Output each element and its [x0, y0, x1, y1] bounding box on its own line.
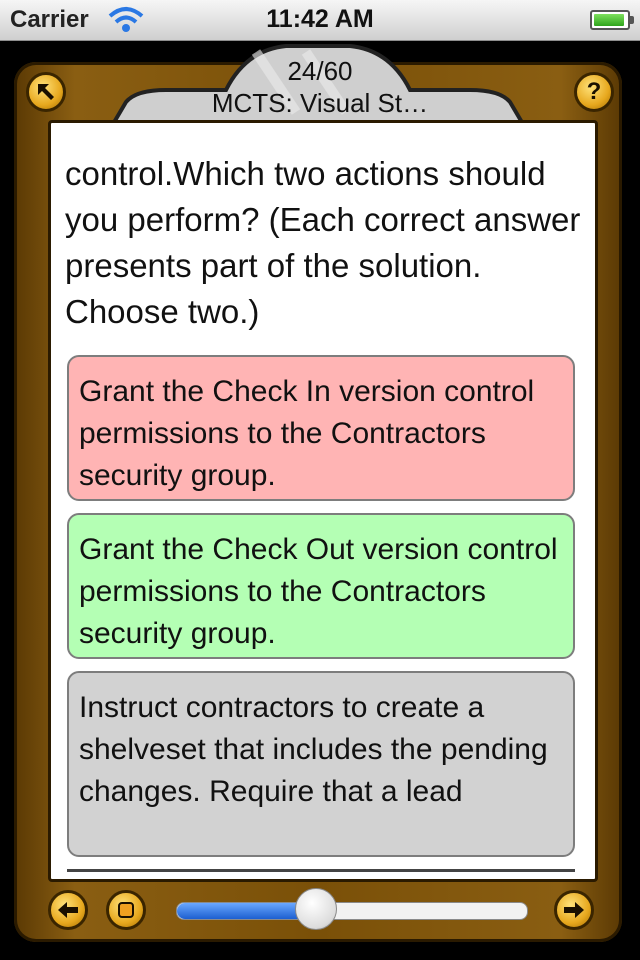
carrier-label: Carrier [10, 6, 89, 33]
exam-title: MCTS: Visual St… [211, 88, 429, 118]
slider-thumb[interactable] [295, 888, 337, 930]
next-button[interactable] [554, 890, 594, 930]
answer-option-1[interactable] [67, 355, 575, 501]
arrow-left-icon [57, 901, 79, 919]
answer-text: Grant the Check In version control permissions to the Contractors security group. [79, 375, 535, 492]
help-label: ? [586, 78, 602, 105]
progress-slider[interactable] [176, 902, 528, 920]
question-card [48, 120, 598, 882]
status-time: 11:42 AM [266, 5, 374, 33]
back-button[interactable] [26, 72, 66, 112]
battery-level [594, 14, 624, 26]
arrow-up-left-icon [35, 81, 57, 103]
answer-text: Instruct contractors to create a shelveset that includes the pending changes. Require that a lead [79, 691, 548, 808]
question-text: control.Which two actions should you perform? (Each correct answer presents part of the solution. Choose two.) [65, 155, 581, 330]
previous-button[interactable] [48, 890, 88, 930]
stop-button[interactable] [106, 890, 146, 930]
divider [67, 869, 575, 872]
question-counter: 24/60 [287, 56, 353, 86]
answer-option-3[interactable] [67, 671, 575, 857]
status-bar [0, 0, 640, 41]
arrow-right-icon [563, 901, 585, 919]
answer-text: Grant the Check Out version control permissions to the Contractors security group. [79, 533, 558, 650]
square-icon [117, 901, 135, 919]
help-button[interactable] [574, 72, 614, 112]
answer-option-2[interactable] [67, 513, 575, 659]
battery-icon [590, 10, 630, 30]
